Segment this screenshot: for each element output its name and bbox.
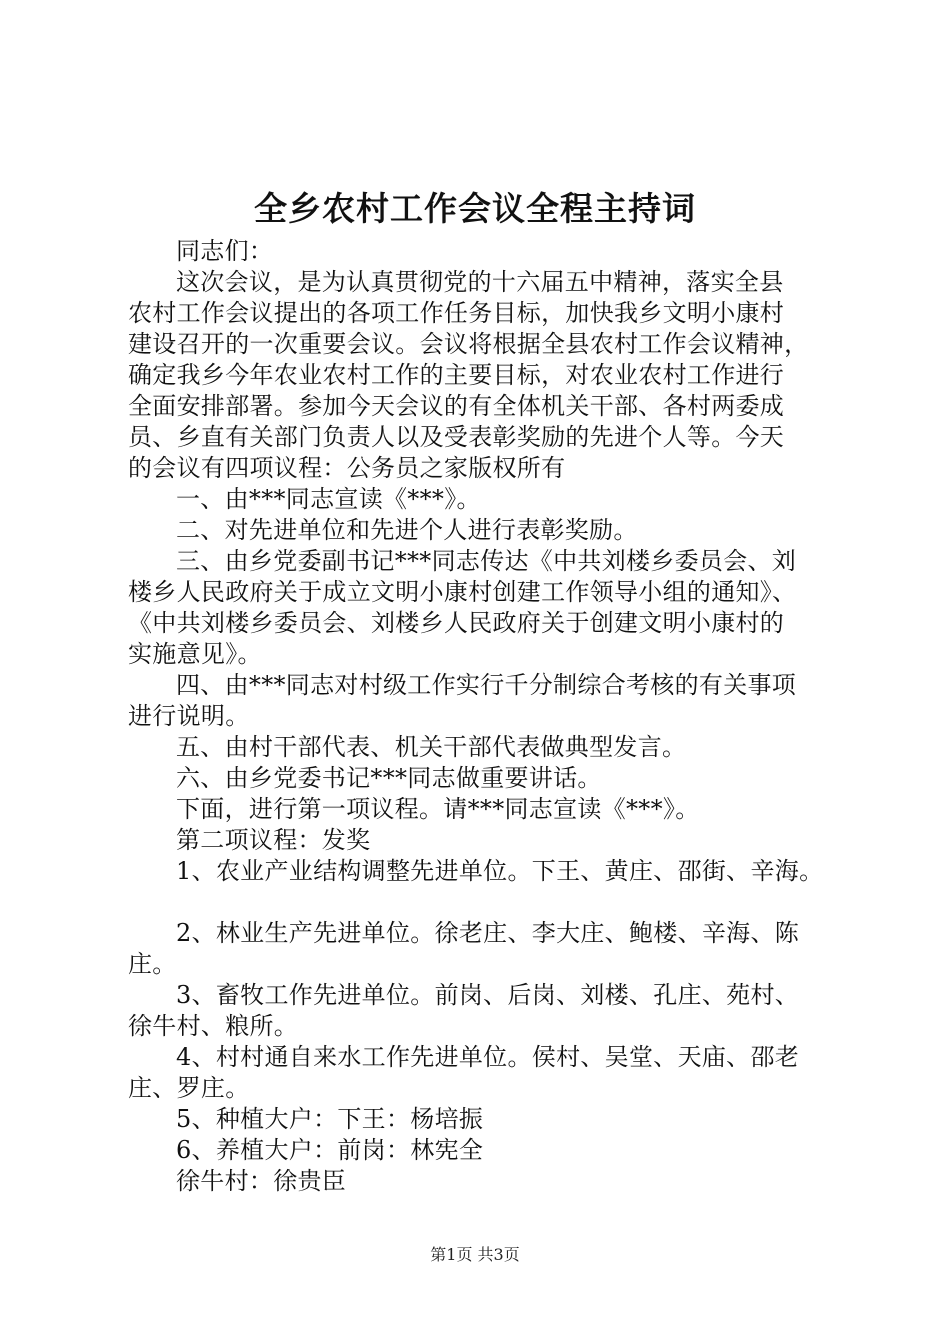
award-item-continued: 庄。 <box>128 950 177 978</box>
agenda-item-continued: 进行说明。 <box>128 702 250 730</box>
award-item-continued: 徐牛村、粮所。 <box>128 1012 299 1040</box>
body-line: 全面安排部署。参加今天会议的有全体机关干部、各村两委成 <box>128 392 785 420</box>
award-item-continued: 庄、罗庄。 <box>128 1074 250 1102</box>
agenda-item: 四、由***同志对村级工作实行千分制综合考核的有关事项 <box>176 671 797 699</box>
award-item: 3、畜牧工作先进单位。前岗、后岗、刘楼、孔庄、苑村、 <box>176 981 800 1009</box>
award-item: 2、林业生产先进单位。徐老庄、李大庄、鲍楼、辛海、陈 <box>176 919 800 947</box>
body-line: 员、乡直有关部门负责人以及受表彰奖励的先进个人等。今天 <box>128 423 785 451</box>
agenda-item: 二、对先进单位和先进个人进行表彰奖励。 <box>176 516 638 544</box>
section-heading: 第二项议程：发奖 <box>176 826 371 854</box>
agenda-item: 一、由***同志宣读《***》。 <box>176 485 481 513</box>
agenda-item-continued: 《中共刘楼乡委员会、刘楼乡人民政府关于创建文明小康村的 <box>128 609 785 637</box>
body-line: 确定我乡今年农业农村工作的主要目标，对农业农村工作进行 <box>128 361 785 389</box>
agenda-item: 六、由乡党委书记***同志做重要讲话。 <box>176 764 602 792</box>
body-line: 农村工作会议提出的各项工作任务目标，加快我乡文明小康村 <box>128 299 785 327</box>
body-line: 建设召开的一次重要会议。会议将根据全县农村工作会议精神， <box>128 330 809 358</box>
award-item: 5、种植大户：下王：杨培振 <box>176 1105 484 1133</box>
body-line: 下面，进行第一项议程。请***同志宣读《***》。 <box>176 795 700 823</box>
body-line: 这次会议，是为认真贯彻党的十六届五中精神，落实全县 <box>176 268 784 296</box>
blank-line <box>128 887 838 918</box>
document-body <box>128 236 838 1197</box>
award-item: 4、村村通自来水工作先进单位。侯村、吴堂、天庙、邵老 <box>176 1043 800 1071</box>
salutation: 同志们： <box>176 237 274 265</box>
agenda-item: 三、由乡党委副书记***同志传达《中共刘楼乡委员会、刘 <box>176 547 797 575</box>
award-item: 6、养植大户：前岗：林宪全 <box>176 1136 484 1164</box>
agenda-item-continued: 实施意见》。 <box>128 640 262 668</box>
document-title: 全乡农村工作会议全程主持词 <box>254 189 696 228</box>
award-item: 徐牛村：徐贵臣 <box>176 1167 347 1195</box>
body-line: 的会议有四项议程：公务员之家版权所有 <box>128 454 566 482</box>
award-item: 1、农业产业结构调整先进单位。下王、黄庄、邵街、辛海。 <box>176 857 824 885</box>
page-number-footer: 第1页 共3页 <box>430 1245 520 1264</box>
agenda-item: 五、由村干部代表、机关干部代表做典型发言。 <box>176 733 687 761</box>
agenda-item-continued: 楼乡人民政府关于成立文明小康村创建工作领导小组的通知》、 <box>128 578 797 606</box>
